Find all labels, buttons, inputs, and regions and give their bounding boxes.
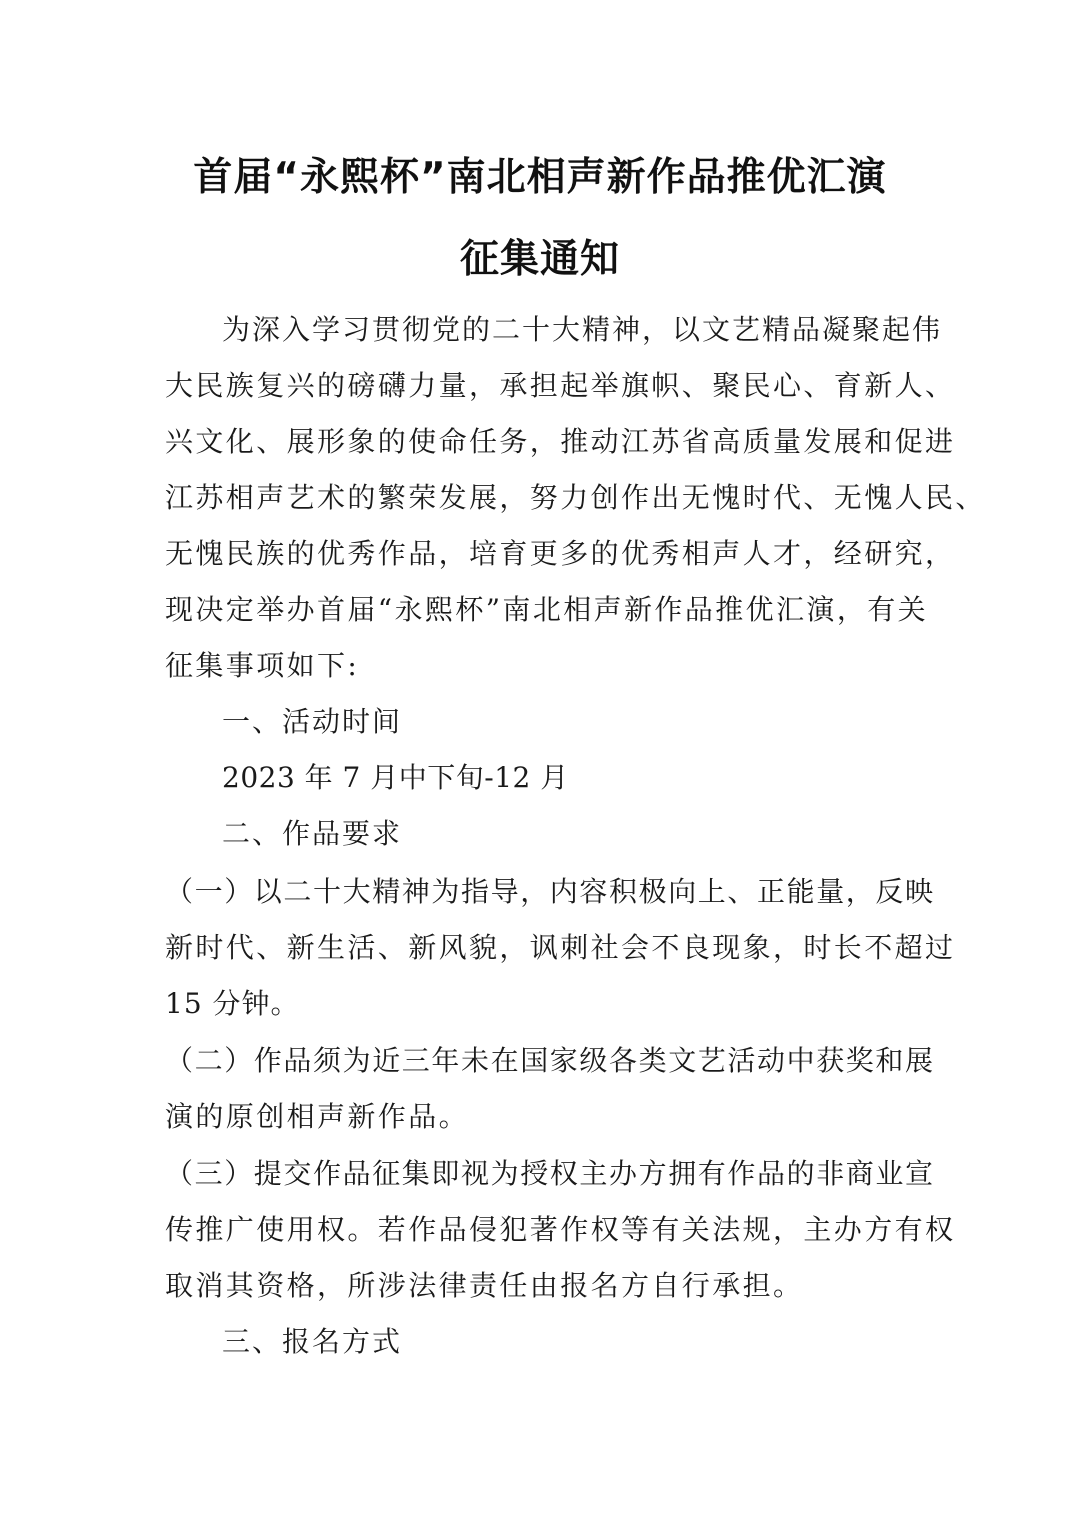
requirement-1-line-3: 15 分钟。 (165, 987, 300, 1020)
section-heading-requirements: 二、作品要求 (222, 817, 403, 850)
requirement-1-line-2: 新时代、新生活、新风貌，讽刺社会不良现象，时长不超过 (165, 931, 956, 964)
requirement-2-line-2: 演的原创相声新作品。 (165, 1100, 470, 1133)
intro-line-3: 兴文化、展形象的使命任务，推动江苏省高质量发展和促进 (165, 425, 956, 458)
requirement-2-line-1: （二）作品须为近三年未在国家级各类文艺活动中获奖和展 (165, 1044, 935, 1077)
intro-line-2: 大民族复兴的磅礴力量，承担起举旗帜、聚民心、育新人、 (165, 369, 956, 402)
document-title-line-2: 征集通知 (459, 237, 620, 282)
section-heading-registration: 三、报名方式 (222, 1325, 403, 1358)
intro-line-7: 征集事项如下: (165, 649, 360, 682)
requirement-3-line-3: 取消其资格，所涉法律责任由报名方自行承担。 (165, 1269, 804, 1302)
intro-line-1: 为深入学习贯彻党的二十大精神，以文艺精品凝聚起伟 (222, 313, 943, 346)
section-heading-activity-time: 一、活动时间 (222, 705, 403, 738)
activity-time-content: 2023 年 7 月中下旬-12 月 (222, 761, 569, 794)
requirement-1-line-1: （一）以二十大精神为指导，内容积极向上、正能量，反映 (165, 875, 935, 908)
intro-line-4: 江苏相声艺术的繁荣发展，努力创作出无愧时代、无愧人民、 (165, 481, 986, 514)
intro-line-5: 无愧民族的优秀作品，培育更多的优秀相声人才，经研究， (165, 537, 956, 570)
requirement-3-line-2: 传推广使用权。若作品侵犯著作权等有关法规，主办方有权 (165, 1213, 956, 1246)
document-title-line-1: 首届“永熙杯”南北相声新作品推优汇演 (193, 155, 887, 200)
intro-line-6: 现决定举办首届“永熙杯”南北相声新作品推优汇演，有关 (165, 593, 929, 626)
requirement-3-line-1: （三）提交作品征集即视为授权主办方拥有作品的非商业宣 (165, 1157, 935, 1190)
